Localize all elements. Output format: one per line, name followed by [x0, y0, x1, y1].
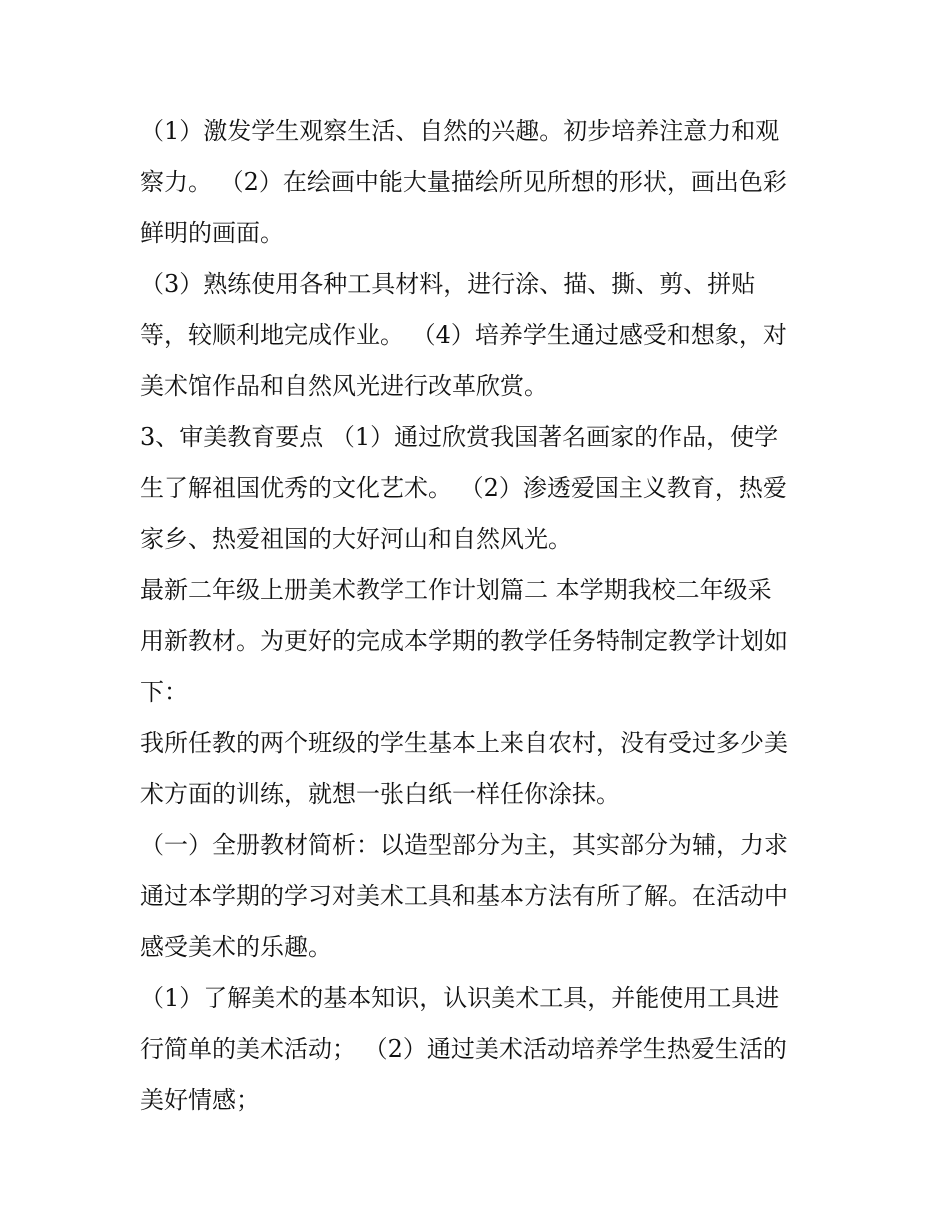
text-line: 美好情感；	[140, 1086, 260, 1114]
text-line: 鲜明的画面。	[140, 219, 284, 247]
text-line: 3、审美教育要点 （1）通过欣赏我国著名画家的作品，使学	[140, 423, 779, 451]
text-line: 行简单的美术活动； （2）通过美术活动培养学生热爱生活的	[140, 1035, 787, 1063]
text-line: 生了解祖国优秀的文化艺术。 （2）渗透爱国主义教育，热爱	[140, 474, 787, 502]
text-line: （1）了解美术的基本知识，认识美术工具，并能使用工具进	[140, 984, 780, 1012]
text-line: 用新教材。为更好的完成本学期的教学任务特制定教学计划如	[140, 627, 788, 655]
text-line: 最新二年级上册美术教学工作计划篇二 本学期我校二年级采	[140, 576, 772, 604]
document-body	[140, 106, 820, 1126]
text-line: （3）熟练使用各种工具材料，进行涂、描、撕、剪、拼贴	[140, 270, 756, 298]
text-line: 感受美术的乐趣。	[140, 933, 332, 961]
text-line: 下：	[140, 678, 188, 706]
text-line: 察力。 （2）在绘画中能大量描绘所见所想的形状，画出色彩	[140, 168, 787, 196]
text-line: 术方面的训练，就想一张白纸一样任你涂抹。	[140, 780, 620, 808]
text-line: 美术馆作品和自然风光进行改革欣赏。	[140, 372, 548, 400]
text-line: 通过本学期的学习对美术工具和基本方法有所了解。在活动中	[140, 882, 788, 910]
text-line: （一）全册教材简析：以造型部分为主，其实部分为辅，力求	[140, 831, 788, 859]
text-line: 等，较顺利地完成作业。 （4）培养学生通过感受和想象，对	[140, 321, 787, 349]
text-line: （1）激发学生观察生活、自然的兴趣。初步培养注意力和观	[140, 117, 780, 145]
text-line: 家乡、热爱祖国的大好河山和自然风光。	[140, 525, 572, 553]
text-line: 我所任教的两个班级的学生基本上来自农村，没有受过多少美	[140, 729, 788, 757]
